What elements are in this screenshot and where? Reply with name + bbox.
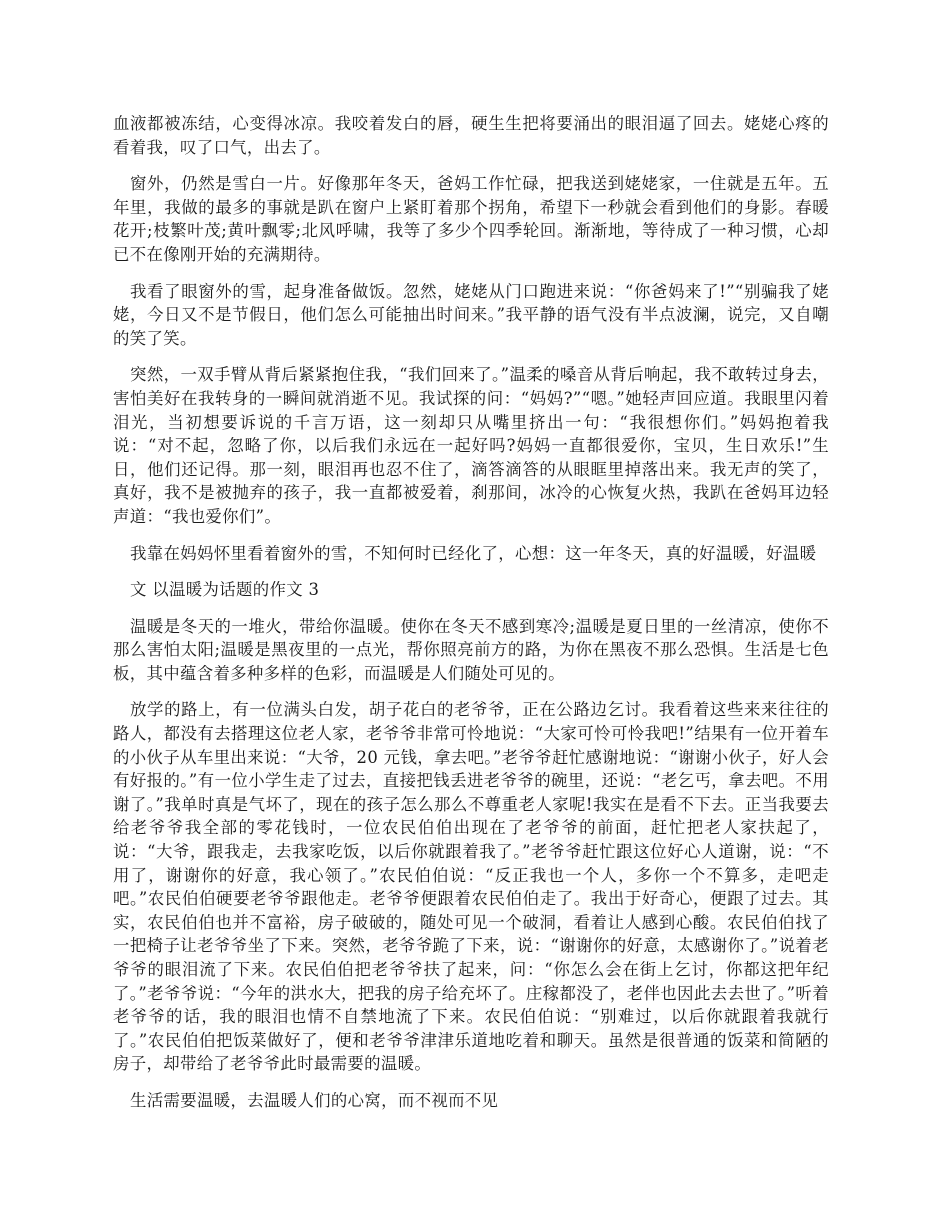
section-title: 文 以温暖为话题的作文 3 <box>130 580 320 600</box>
paragraph-window-snow: 窗外，仍然是雪白一片。好像那年冬天，爸妈工作忙碌，把我送到姥姥家，一住就是五年。五年里，我做的最多的事就是趴在窗户上紧盯着那个拐角，希望下一秒就会看到他们的身影。春暖花开;枝繁叶茂;黄叶飘零;北风呼啸，我等了多少个四季轮回。渐渐地，等待成了一种习惯，心却已不在像刚开始的充满期待。 <box>113 174 829 264</box>
paragraph-old-man-story: 放学的路上，有一位满头白发，胡子花白的老爷爷，正在公路边乞讨。我看着这些来来往往的路人，都没有去搭理这位老人家，老爷爷非常可怜地说：“大家可怜可怜我吧!”结果有一位开着车的小伙子从车里出来说：“大爷，20 元钱，拿去吧。”老爷爷赶忙感谢地说：“谢谢小伙子，好人会有好报的。”有一位小学生走了过去，直接把钱丢进老爷爷的碗里，还说：“老乞丐，拿去吧。不用谢了。”我单时真是气坏了，现在的孩子怎么那么不尊重老人家呢!我实在是看不下去。正当我要去给老爷爷我全部的零花钱时，一位农民伯伯出现在了老爷爷的前面，赶忙把老人家扶起了，说：“大爷，跟我走，去我家吃饭，以后你就跟着我了。”老爷爷赶忙跟这位好心人道谢，说：“不用了，谢谢你的好意，我心领了。”农民伯伯说：“反正我也一个人，多你一个不算多，走吧走吧。”农民伯伯硬要老爷爷跟他走。老爷爷便跟着农民伯伯走了。我出于好奇心，便跟了过去。其实，农民伯伯也并不富裕，房子破破的，随处可见一个破洞，看着让人感到心酸。农民伯伯找了一把椅子让老爷爷坐了下来。突然，老爷爷跪了下来，说：“谢谢你的好意，太感谢你了。”说着老爷爷的眼泪流了下来。农民伯伯把老爷爷扶了起来，问：“你怎么会在街上乞讨，你都这把年纪了。”老爷爷说：“今年的洪水大，把我的房子给充坏了。庄稼都没了，老伴也因此去去世了。”听着老爷爷的话，我的眼泪也情不自禁地流了下来。农民伯伯说：“别难过，以后你就跟着我就行了。”农民伯伯把饭菜做好了，便和老爷爷津津乐道地吃着和聊天。虽然是很普通的饭菜和简陋的房子，却带给了老爷爷此时最需要的温暖。 <box>113 700 829 1074</box>
paragraph-frozen-heart: 血液都被冻结，心变得冰凉。我咬着发白的唇，硬生生把将要涌出的眼泪逼了回去。姥姥心疼的看着我，叹了口气，出去了。 <box>113 114 829 157</box>
paragraph-warmth-definition: 温暖是冬天的一堆火，带给你温暖。使你在冬天不感到寒冷;温暖是夏日里的一丝清凉，使你不那么害怕太阳;温暖是黑夜里的一点光，帮你照亮前方的路，为你在黑夜不那么恐惧。生活是七色板，其中蕴含着多种多样的色彩，而温暖是人们随处可见的。 <box>113 616 829 683</box>
paragraph-embrace: 突然，一双手臂从背后紧紧抱住我，“我们回来了。”温柔的嗓音从背后响起，我不敢转过身去，害怕美好在我转身的一瞬间就消逝不见。我试探的问：“妈妈?”“嗯。”她轻声回应道。我眼里闪着泪光，当初想要诉说的千言万语，这一刻却只从嘴里挤出一句：“我很想你们。”妈妈抱着我说：“对不起，忽略了你，以后我们永远在一起好吗?妈妈一直都很爱你，宝贝，生日欢乐!”生日，他们还记得。那一刻，眼泪再也忍不住了，滴答滴答的从眼眶里掉落出来。我无声的笑了，真好，我不是被抛弃的孩子，我一直都被爱着，刹那间，冰冷的心恢复火热，我趴在爸妈耳边轻声道：“我也爱你们”。 <box>113 365 829 526</box>
document-body <box>113 112 829 1126</box>
paragraph-warm-winter: 我靠在妈妈怀里看着窗外的雪，不知何时已经化了，心想：这一年冬天，真的好温暖，好温暖 <box>130 543 817 563</box>
paragraph-parents-arrive: 我看了眼窗外的雪，起身准备做饭。忽然，姥姥从门口跑进来说：“你爸妈来了!”“别骗我了姥姥，今日又不是节假日，他们怎么可能抽出时间来。”我平静的语气没有半点波澜，说完，又自嘲的笑了笑。 <box>113 281 829 348</box>
paragraph-conclusion: 生活需要温暖，去温暖人们的心窝，而不视而不见 <box>130 1090 499 1110</box>
